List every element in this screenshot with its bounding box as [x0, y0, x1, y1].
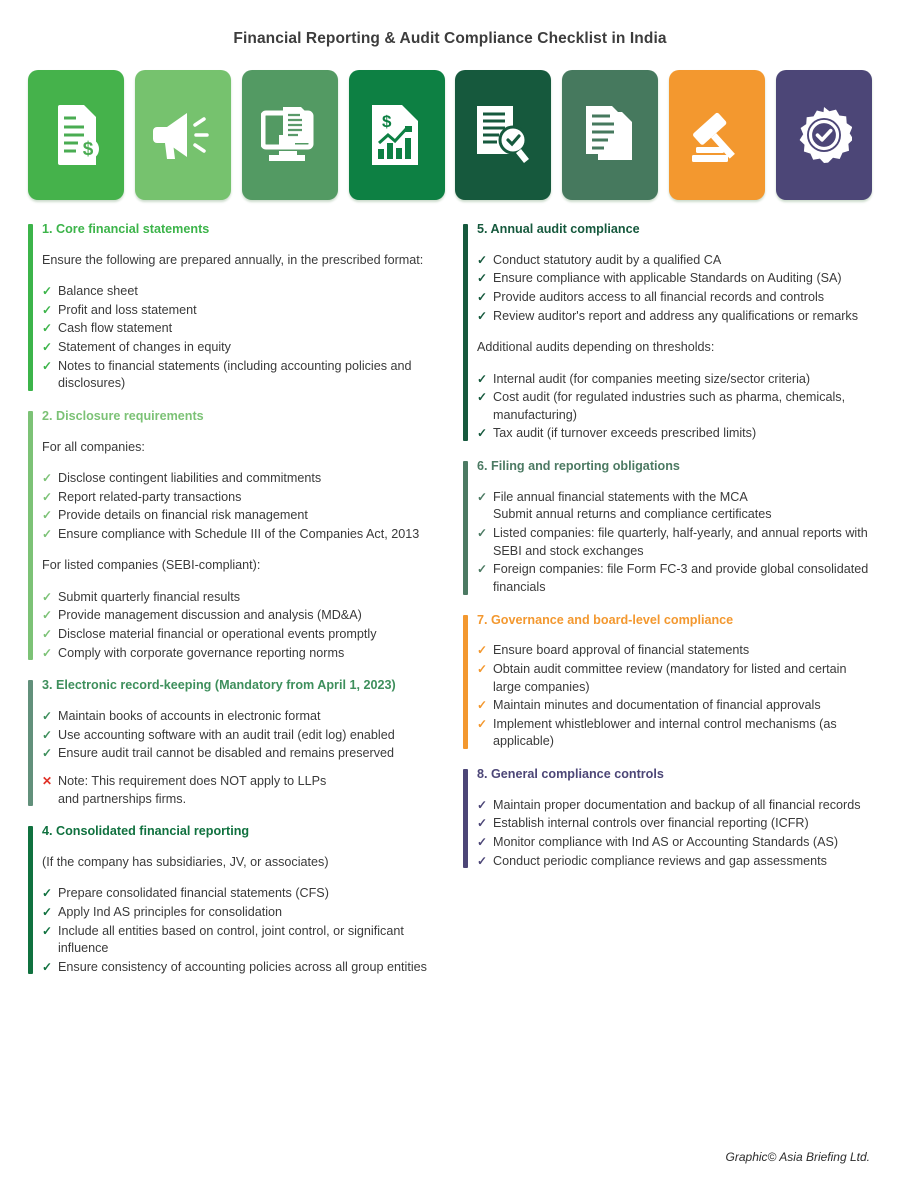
checklist-item [42, 507, 437, 525]
checklist-item [477, 716, 872, 751]
cross-icon: ✕ [42, 773, 53, 788]
checklist-item-label: Foreign companies: file Form FC-3 and provide global consolidated financials [493, 562, 869, 594]
footer-credit: Graphic© Asia Briefing Ltd. [725, 1150, 870, 1164]
checklist-item [477, 697, 872, 715]
section-6 [463, 459, 872, 596]
checklist-item [42, 645, 437, 663]
section-primary-list [477, 252, 872, 326]
section-accent-bar [28, 411, 33, 660]
section-3 [28, 678, 437, 808]
checklist-item [477, 797, 872, 815]
checklist-item-label: Include all entities based on control, joint control, or significant influence [58, 923, 404, 956]
check-icon: ✓ [477, 308, 488, 323]
checklist-item-label: Use accounting software with an audit trail (edit log) enabled [58, 727, 395, 742]
checklist-note-label-line2: and partnerships firms. [58, 791, 187, 806]
checklist-item-label: Profit and loss statement [58, 302, 197, 317]
section-accent-bar [28, 680, 33, 806]
checklist-item [42, 358, 437, 393]
invoice-dollar-icon [50, 105, 102, 165]
checklist-item [42, 626, 437, 644]
section-primary-list [42, 885, 437, 976]
checklist-item-label: Conduct statutory audit by a qualified CA [493, 252, 722, 267]
content-columns [0, 200, 900, 992]
section-1 [28, 222, 437, 393]
check-icon: ✓ [477, 562, 488, 577]
icon-tile-1 [28, 70, 124, 200]
section-accent-bar [463, 615, 468, 749]
checklist-item-label: Provide details on financial risk management [58, 508, 308, 523]
check-icon: ✓ [477, 426, 488, 441]
icon-tile-6 [562, 70, 658, 200]
icon-tile-4 [349, 70, 445, 200]
checklist-item-label: Maintain minutes and documentation of financial approvals [493, 698, 821, 713]
icon-tile-8 [776, 70, 872, 200]
check-icon: ✓ [477, 271, 488, 286]
check-icon: ✓ [477, 853, 488, 868]
documents-stack-icon [584, 106, 636, 164]
checklist-item-label: Establish internal controls over financial reporting (ICFR) [493, 816, 809, 831]
checklist-item [477, 834, 872, 852]
icon-tile-5 [455, 70, 551, 200]
check-icon: ✓ [477, 489, 488, 504]
checklist-item [42, 923, 437, 958]
section-heading: 6. Filing and reporting obligations [477, 459, 680, 474]
section-accent-bar [28, 224, 33, 391]
checklist-item [42, 589, 437, 607]
checklist-item-label: Obtain audit committee review (mandatory for listed and certain large companies) [493, 661, 847, 694]
section-primary-list [42, 708, 437, 763]
checklist-item-label: Monitor compliance with Ind AS or Accounting Standards (AS) [493, 835, 839, 850]
checklist-item-label: Provide management discussion and analysis (MD&A) [58, 608, 362, 623]
financial-chart-document-icon [370, 105, 424, 165]
check-icon: ✓ [42, 886, 53, 901]
check-icon: ✓ [42, 358, 53, 373]
check-icon: ✓ [477, 716, 488, 731]
checklist-item-label: Cash flow statement [58, 321, 173, 336]
check-icon: ✓ [42, 904, 53, 919]
megaphone-icon [153, 109, 213, 161]
checklist-item [477, 561, 872, 596]
svg-text:$: $ [82, 139, 94, 160]
svg-text:$: $ [381, 112, 391, 131]
checklist-item [477, 853, 872, 871]
check-icon: ✓ [42, 321, 53, 336]
section-primary-list [477, 489, 872, 597]
section-subintro-text: Additional audits depending on thresholds: [477, 340, 715, 355]
check-icon: ✓ [42, 709, 53, 724]
checklist-item [42, 489, 437, 507]
check-icon: ✓ [42, 923, 53, 938]
checklist-item [42, 339, 437, 357]
checklist-item-label: File annual financial statements with the MCA [493, 489, 748, 504]
checklist-item [42, 708, 437, 726]
check-icon: ✓ [477, 797, 488, 812]
checklist-item-label: Disclose contingent liabilities and commitments [58, 470, 322, 485]
checklist-item-label: Submit quarterly financial results [58, 589, 240, 604]
checklist-item [42, 727, 437, 745]
check-icon: ✓ [42, 470, 53, 485]
section-heading: 1. Core financial statements [42, 222, 210, 236]
section-heading: 8. General compliance controls [477, 767, 664, 782]
checklist-item [477, 425, 872, 443]
icon-tile-2 [135, 70, 231, 200]
check-icon: ✓ [477, 698, 488, 713]
section-heading: 5. Annual audit compliance [477, 222, 640, 236]
right-column [463, 222, 872, 992]
checklist-item [42, 607, 437, 625]
section-heading: 2. Disclosure requirements [42, 408, 204, 423]
icon-tile-7 [669, 70, 765, 200]
section-primary-list [42, 470, 437, 544]
section-intro-text: (If the company has subsidiaries, JV, or associates) [42, 854, 329, 869]
check-icon: ✓ [42, 746, 53, 761]
section-8 [463, 767, 872, 870]
checklist-item [477, 525, 872, 560]
checklist-item-label: Notes to financial statements (including accounting policies and disclosures) [58, 358, 412, 391]
checklist-item [477, 371, 872, 389]
check-icon: ✓ [477, 643, 488, 658]
checklist-item-label: Implement whistleblower and internal control mechanisms (as applicable) [493, 716, 837, 749]
page-title: Financial Reporting & Audit Compliance Checklist in India [233, 30, 667, 47]
check-icon: ✓ [42, 627, 53, 642]
checklist-item [42, 470, 437, 488]
checklist-item [42, 320, 437, 338]
checklist-note-item [42, 773, 437, 808]
checklist-item-label: Ensure consistency of accounting policies across all group entities [58, 959, 427, 974]
checklist-item-label: Conduct periodic compliance reviews and gap assessments [493, 853, 827, 868]
checklist-item [477, 389, 872, 424]
section-heading: 4. Consolidated financial reporting [42, 824, 250, 839]
check-icon: ✓ [42, 526, 53, 541]
section-2 [28, 409, 437, 662]
checklist-item [477, 308, 872, 326]
section-4 [28, 824, 437, 976]
checklist-item-label: Disclose material financial or operational events promptly [58, 627, 377, 642]
checklist-item-label: Internal audit (for companies meeting size/sector criteria) [493, 371, 811, 386]
checklist-item-label: Tax audit (if turnover exceeds prescribed limits) [493, 426, 757, 441]
section-7 [463, 613, 872, 751]
section-heading: 3. Electronic record-keeping (Mandatory from April 1, 2023) [42, 678, 396, 693]
checklist-item [42, 283, 437, 301]
section-subintro-text: For listed companies (SEBI-compliant): [42, 558, 261, 573]
check-icon: ✓ [42, 339, 53, 354]
checklist-item [477, 270, 872, 288]
checklist-item [477, 252, 872, 270]
section-5 [463, 222, 872, 443]
check-icon: ✓ [42, 645, 53, 660]
check-icon: ✓ [477, 835, 488, 850]
section-accent-bar [28, 826, 33, 974]
check-icon: ✓ [477, 390, 488, 405]
check-icon: ✓ [42, 489, 53, 504]
check-icon: ✓ [42, 959, 53, 974]
gavel-icon [688, 107, 746, 163]
gear-check-icon [796, 107, 852, 163]
section-secondary-list [477, 371, 872, 444]
checklist-item [477, 489, 872, 524]
checklist-item [477, 289, 872, 307]
check-icon: ✓ [477, 661, 488, 676]
check-icon: ✓ [477, 289, 488, 304]
checklist-item-label: Review auditor's report and address any qualifications or remarks [493, 308, 858, 323]
checklist-item-label: Ensure board approval of financial statements [493, 643, 750, 658]
checklist-item [42, 885, 437, 903]
check-icon: ✓ [477, 526, 488, 541]
section-accent-bar [463, 769, 468, 868]
checklist-item-continuation: Submit annual returns and compliance certificates [493, 507, 772, 522]
section-primary-list [42, 283, 437, 393]
checklist-item [477, 642, 872, 660]
checklist-item-label: Cost audit (for regulated industries such as pharma, chemicals, manufacturing) [493, 390, 846, 422]
check-icon: ✓ [42, 608, 53, 623]
checklist-item-label: Apply Ind AS principles for consolidation [58, 904, 283, 919]
section-primary-list [477, 642, 872, 751]
monitor-document-icon [261, 107, 319, 163]
title-area [0, 0, 900, 48]
checklist-item-label: Listed companies: file quarterly, half-yearly, and annual reports with SEBI and stock exchanges [493, 526, 868, 558]
document-magnifier-check-icon [475, 106, 531, 164]
icon-tile-row [0, 48, 900, 200]
checklist-item [477, 815, 872, 833]
checklist-item-label: Report related-party transactions [58, 489, 242, 504]
checklist-item-label: Maintain proper documentation and backup of all financial records [493, 797, 861, 812]
checklist-item-label: Statement of changes in equity [58, 339, 231, 354]
left-column [28, 222, 437, 992]
check-icon: ✓ [477, 252, 488, 267]
section-heading: 7. Governance and board-level compliance [477, 612, 734, 627]
checklist-item-label: Maintain books of accounts in electronic format [58, 709, 321, 724]
section-accent-bar [463, 461, 468, 594]
checklist-item-label: Comply with corporate governance reporting norms [58, 645, 345, 660]
section-primary-list [477, 797, 872, 871]
section-accent-bar [463, 224, 468, 441]
checklist-item-label: Prepare consolidated financial statements (CFS) [58, 886, 329, 901]
check-icon: ✓ [42, 302, 53, 317]
checklist-item-label: Provide auditors access to all financial records and controls [493, 289, 825, 304]
checklist-item-label: Balance sheet [58, 284, 138, 299]
checklist-item [42, 959, 437, 977]
checklist-item [42, 745, 437, 763]
checklist-item [42, 904, 437, 922]
check-icon: ✓ [477, 816, 488, 831]
check-icon: ✓ [42, 508, 53, 523]
check-icon: ✓ [42, 284, 53, 299]
checklist-item [477, 661, 872, 696]
checklist-note-label: Note: This requirement does NOT apply to LLPs [58, 773, 327, 788]
section-note-list [42, 773, 437, 808]
checklist-item-label: Ensure audit trail cannot be disabled and remains preserved [58, 746, 395, 761]
checklist-item [42, 302, 437, 320]
section-intro-text: For all companies: [42, 439, 145, 454]
check-icon: ✓ [477, 371, 488, 386]
check-icon: ✓ [42, 589, 53, 604]
section-secondary-list [42, 589, 437, 663]
checklist-item [42, 526, 437, 544]
check-icon: ✓ [42, 727, 53, 742]
checklist-item-label: Ensure compliance with applicable Standards on Auditing (SA) [493, 271, 842, 286]
section-intro-text: Ensure the following are prepared annually, in the prescribed format: [42, 252, 424, 267]
checklist-item-label: Ensure compliance with Schedule III of the Companies Act, 2013 [58, 526, 420, 541]
icon-tile-3 [242, 70, 338, 200]
